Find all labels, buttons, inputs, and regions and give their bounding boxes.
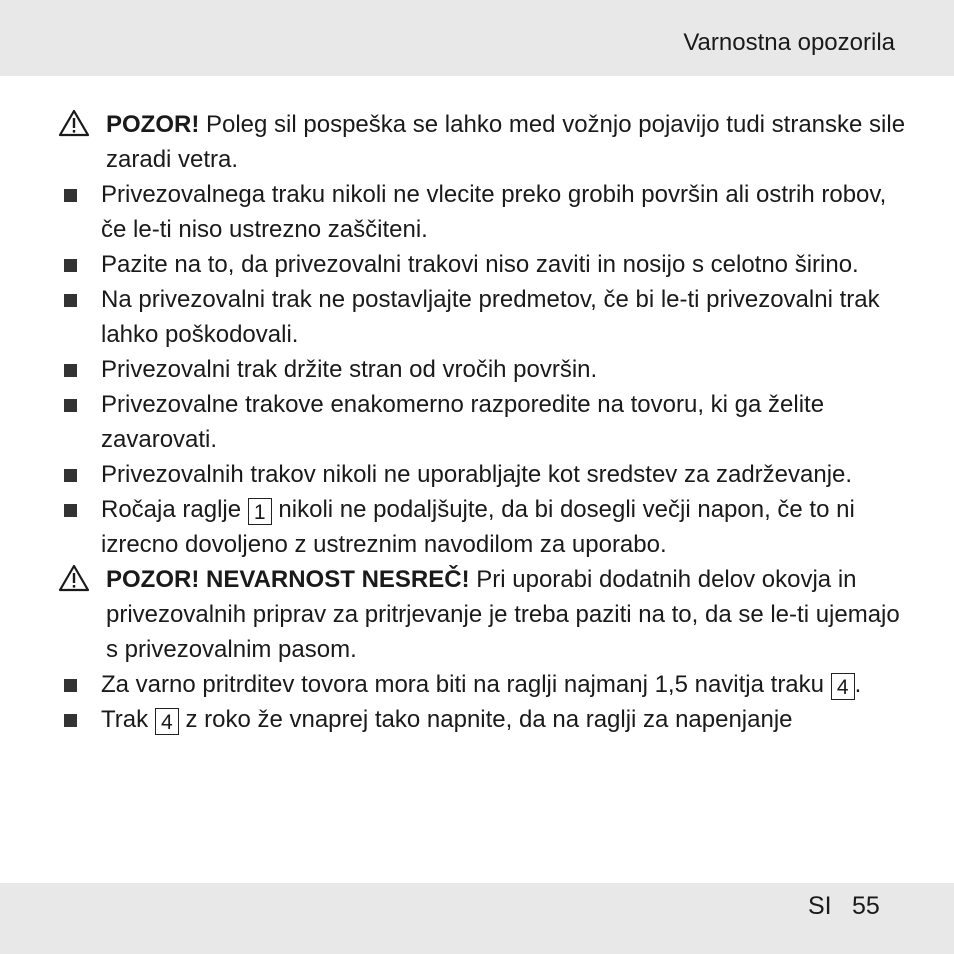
safety-warnings-content: [58, 107, 908, 737]
square-bullet-icon: [64, 679, 77, 692]
square-bullet-icon: [64, 399, 77, 412]
list-item-text: Privezovalne trakove enakomerno razporedite na tovoru, ki ga želite zavarovati.: [101, 391, 825, 453]
part-reference-box: 4: [155, 708, 179, 735]
list-item-text: Privezovalnega traku nikoli ne vlecite preko grobih površin ali ostrih robov, če le-ti niso ustrezno zaščiteni.: [101, 181, 887, 243]
list-item: [58, 387, 908, 457]
list-item-text: Trak: [101, 706, 155, 733]
list-item-text: Ročaja raglje: [101, 496, 248, 523]
list-item: [58, 282, 908, 352]
warning-label: POZOR!: [106, 111, 200, 138]
square-bullet-icon: [64, 294, 77, 307]
list-item: [58, 177, 908, 247]
list-item: [58, 247, 908, 282]
list-item-text: Na privezovalni trak ne postavljajte predmetov, če bi le-ti privezovalni trak lahko poškodovali.: [101, 286, 880, 348]
part-reference-box: 1: [248, 498, 272, 525]
square-bullet-icon: [64, 259, 77, 272]
section-title: Varnostna opozorila: [683, 29, 895, 56]
language-code: SI: [808, 892, 832, 920]
list-item-pretension-strap: [58, 702, 908, 737]
list-item-text: Za varno pritrditev tovora mora biti na raglji najmanj 1,5 navitja traku: [101, 671, 831, 698]
warning-wind-forces: [58, 107, 908, 177]
list-item-text: Privezovalnih trakov nikoli ne uporabljajte kot sredstev za zadrževanje.: [101, 461, 853, 488]
list-item-text: z roko že vnaprej tako napnite, da na raglji za napenjanje: [178, 706, 793, 733]
list-item-strap-turns: [58, 667, 908, 702]
list-item-text: .: [854, 671, 862, 698]
list-item-text: nikoli ne podaljšujte, da bi dosegli večji napon, če to ni izrecno dovoljeno z ustreznim navodilom za uporabo.: [101, 496, 855, 558]
warning-text: Pri uporabi dodatnih delov okovja in privezovalnih priprav za pritrjevanje je treba paziti na to, da se le-ti ujemajo s privezovalnim pasom.: [106, 566, 900, 663]
square-bullet-icon: [64, 469, 77, 482]
warning-label: POZOR! NEVARNOST NESREČ!: [106, 566, 470, 593]
warning-triangle-icon: [58, 109, 90, 137]
header-band: [0, 0, 954, 76]
list-item-text: Pazite na to, da privezovalni trakovi niso zaviti in nosijo s celotno širino.: [101, 251, 859, 278]
list-item-text: Privezovalni trak držite stran od vročih površin.: [101, 356, 598, 383]
square-bullet-icon: [64, 714, 77, 727]
square-bullet-icon: [64, 364, 77, 377]
square-bullet-icon: [64, 504, 77, 517]
warning-accident-danger: [58, 562, 908, 667]
warning-triangle-icon: [58, 564, 90, 592]
warning-text: Poleg sil pospeška se lahko med vožnjo pojavijo tudi stranske sile zaradi vetra.: [106, 111, 906, 173]
part-reference-box: 4: [831, 673, 855, 700]
list-item: [58, 457, 908, 492]
page-number: 55: [852, 892, 880, 920]
list-item-ratchet-handle: [58, 492, 908, 562]
square-bullet-icon: [64, 189, 77, 202]
list-item: [58, 352, 908, 387]
